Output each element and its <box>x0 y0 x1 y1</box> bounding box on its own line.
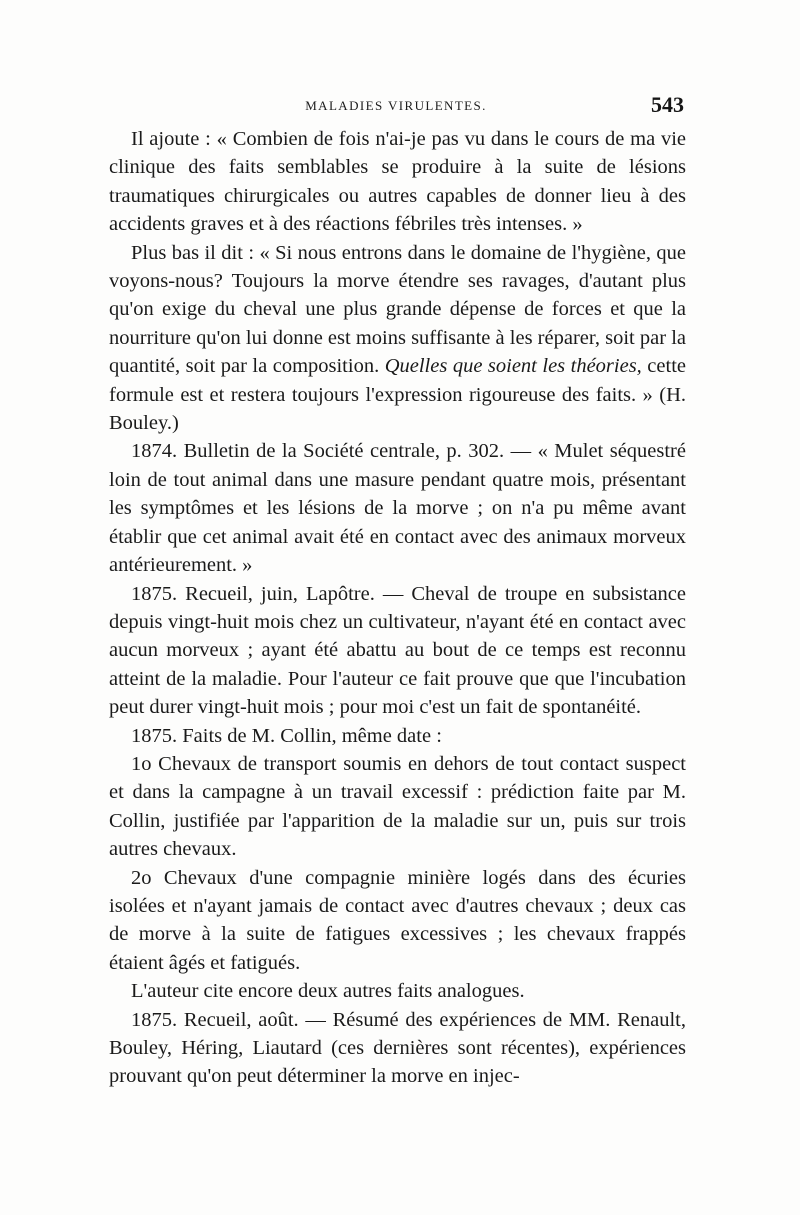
paragraph-1875-recueil-aout: 1875. Recueil, août. — Résumé des expériences de MM. Renault, Bouley, Héring, Liautard (ces dernières sont récentes), expériences prouvant qu'on peut déterminer la morve en injec- <box>109 1008 686 1088</box>
paragraph-1875-lapotre: 1875. Recueil, juin, Lapôtre. — Cheval de troupe en subsistance depuis vingt-huit mois chez un cultivateur, n'ayant été en contact avec aucun morveux ; ayant été abattu au bout de ce temps est reconnu atteint de la maladie. Pour l'auteur ce fait prouve que que l'incubation peut durer vingt-huit mois ; pour moi c'est un fait de spontanéité. <box>109 582 686 719</box>
paragraph-1875-collin: 1875. Faits de M. Collin, même date : <box>131 724 442 747</box>
paragraph-text-after: cette formule est et restera toujours l'expression rigoureuse des faits. » (H. Bouley.) <box>109 355 686 435</box>
paragraph-quote-continued: Il ajoute : « Combien de fois n'ai-je pas vu dans le cours de ma vie clinique des faits semblables se produire à la suite de lésions traumatiques chirurgicales ou autres capables de donner lieu à des accidents graves et à des réactions fébriles très intenses. » <box>109 128 686 236</box>
paragraph-1874-bulletin: 1874. Bulletin de la Société centrale, p. 302. — « Mulet séquestré loin de tout animal dans une masure pendant quatre mois, présentant les symptômes et les lésions de la morve ; on n'a pu même avant établir que cet animal avait été en contact avec des animaux morveux antérieurement. » <box>109 440 686 577</box>
italic-phrase: Quelles que soient les théories, <box>384 355 642 378</box>
running-head: MALADIES VIRULENTES. <box>305 98 487 113</box>
paragraph-bouley-quote <box>109 239 686 438</box>
paragraph-list-item-2: 2o Chevaux d'une compagnie minière logés dans des écuries isolées et n'ayant jamais de contact avec d'autres chevaux ; deux cas de morve à la suite de fatigues excessives ; les chevaux frappés étaient âgés et fatigués. <box>109 866 686 974</box>
page-number: 543 <box>651 92 684 117</box>
page-header <box>108 92 684 120</box>
body-text <box>109 125 686 1091</box>
paragraph-text-before: Plus bas il dit : « Si nous entrons dans le domaine de l'hygiène, que voyons-nous? Toujours la morve étendre ses ravages, d'autant plus qu'on exige du cheval une plus grande dépense de forces et que la nourriture qu'on lui donne est moins suffisante à les réparer, soit par la quantité, soit par la composition. <box>109 241 686 378</box>
paragraph-list-item-1: 1o Chevaux de transport soumis en dehors de tout contact suspect et dans la campagne à un travail excessif : prédiction faite par M. Collin, justifiée par l'apparition de la maladie sur un, puis sur trois autres chevaux. <box>109 752 686 861</box>
paragraph-other-facts: L'auteur cite encore deux autres faits analogues. <box>131 980 525 1003</box>
